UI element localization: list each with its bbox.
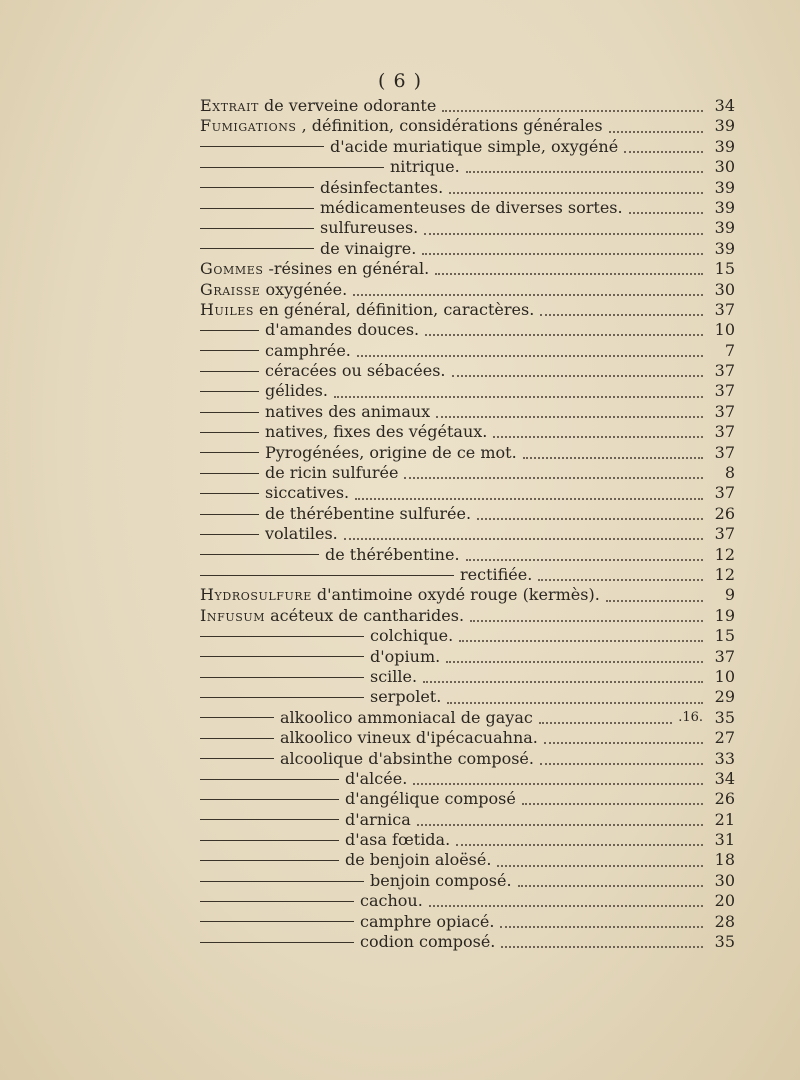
entry-label: de benjoin aloësé. (345, 850, 492, 870)
entry-page-number: 18 (714, 850, 735, 870)
index-entry (200, 259, 735, 279)
dot-leader (538, 579, 703, 581)
entry-label: en général, définition, caractères. (259, 299, 535, 319)
index-entry (200, 483, 735, 503)
ditto-rule (200, 819, 339, 820)
dot-leader (470, 620, 703, 622)
entry-page-number: 15 (714, 626, 735, 646)
ditto-rule (200, 514, 259, 515)
entry-page-number: 37 (714, 483, 735, 503)
dot-leader (456, 844, 703, 846)
index-entry (200, 789, 735, 809)
entry-label: sulfureuses. (320, 218, 419, 238)
entry-label: d'opium. (370, 646, 441, 666)
index-entry (200, 871, 735, 891)
ditto-rule (200, 493, 259, 494)
dot-leader (540, 314, 703, 316)
ditto-rule (200, 636, 364, 637)
dot-leader (501, 946, 703, 948)
entry-label: alcoolique d'absinthe composé. (280, 748, 534, 768)
dot-leader (606, 600, 703, 602)
ditto-rule (200, 840, 339, 841)
ditto-rule (200, 187, 314, 188)
dot-leader (493, 436, 703, 438)
index-entry (200, 585, 735, 605)
entry-page-number: 35 (714, 932, 735, 952)
dot-leader (624, 151, 703, 153)
index-entry (200, 565, 735, 585)
entry-page-number: 37 (714, 646, 735, 666)
index-entry (200, 402, 735, 422)
entry-heading: Gommes (200, 259, 264, 279)
entry-page-number: 19 (714, 605, 735, 625)
dot-leader (609, 131, 703, 133)
ditto-rule (200, 248, 314, 249)
index-entry (200, 912, 735, 932)
dot-leader (447, 702, 703, 704)
entry-heading: Fumigations (200, 116, 297, 136)
entry-page-number: 29 (714, 687, 735, 707)
index-entry (200, 300, 735, 320)
dot-leader (466, 559, 703, 561)
entry-page-number: 7 (724, 340, 735, 360)
entry-label: médicamenteuses de diverses sortes. (320, 197, 623, 217)
entry-page-number: 39 (714, 116, 735, 136)
dot-leader (429, 905, 703, 907)
entry-label: oxygénée. (265, 279, 348, 299)
entry-page-number: 37 (714, 299, 735, 319)
dot-leader (355, 498, 703, 500)
entry-label: Pyrogénées, origine de ce mot. (265, 442, 517, 462)
entry-heading: Huiles (200, 299, 255, 319)
entry-page-number: 39 (714, 238, 735, 258)
entry-label: d'acide muriatique simple, oxygéné (330, 136, 619, 156)
entry-label: de verveine odorante (263, 96, 437, 115)
entry-label: nitrique. (390, 157, 460, 177)
entry-page-number: 37 (714, 524, 735, 544)
ditto-rule (200, 860, 339, 861)
ditto-rule (200, 473, 259, 474)
dot-leader (442, 110, 703, 112)
dot-leader (417, 824, 703, 826)
entry-page-number: 39 (714, 177, 735, 197)
entry-label: gélides. (265, 381, 328, 401)
dot-leader (353, 294, 703, 296)
index-entry (200, 891, 735, 911)
ditto-rule (200, 779, 339, 780)
entry-page-number: 15 (714, 259, 735, 279)
entry-page-number: 37 (714, 401, 735, 421)
entry-label: désinfectantes. (320, 177, 444, 197)
dot-leader (422, 253, 703, 255)
index-entry (200, 687, 735, 707)
entry-page-number: 10 (714, 666, 735, 686)
entry-page-number: 12 (714, 544, 735, 564)
index-entry (200, 178, 735, 198)
entry-label: , définition, considérations générales (301, 116, 603, 136)
dot-leader (449, 192, 703, 194)
entry-label: camphrée. (265, 340, 351, 360)
entry-page-number: 35 (714, 707, 735, 727)
ditto-rule (200, 208, 314, 209)
dot-leader (522, 803, 703, 805)
ditto-rule (200, 738, 274, 739)
entry-label: siccatives. (265, 483, 350, 503)
ditto-rule (200, 921, 354, 922)
index-entry (200, 524, 735, 544)
index-entry (200, 728, 735, 748)
entry-page-number: 30 (714, 279, 735, 299)
dot-leader (523, 457, 703, 459)
ditto-rule (200, 391, 259, 392)
entry-label: d'amandes douces. (265, 320, 420, 340)
entry-label: d'antimoine oxydé rouge (kermès). (316, 585, 600, 605)
entry-page-number: 28 (714, 911, 735, 931)
entry-heading: Graisse (200, 279, 261, 299)
ditto-rule (200, 758, 274, 759)
dot-leader (436, 416, 703, 418)
entry-page-number: 31 (714, 830, 735, 850)
dot-leader (425, 334, 703, 336)
entry-page-number: 39 (714, 218, 735, 238)
entry-heading: Hydrosulfure (200, 585, 312, 605)
entry-heading: Extrait (200, 96, 259, 115)
index-list (200, 96, 735, 952)
ditto-rule (200, 330, 259, 331)
index-entry (200, 626, 735, 646)
index-entry (200, 341, 735, 361)
dot-leader (344, 538, 703, 540)
index-entry (200, 749, 735, 769)
index-entry (200, 116, 735, 136)
entry-page-number: 26 (714, 789, 735, 809)
entry-label: camphre opiacé. (360, 911, 495, 931)
ditto-rule (200, 146, 324, 147)
dot-leader (466, 171, 703, 173)
dot-leader (424, 233, 703, 235)
entry-label: volatiles. (265, 524, 338, 544)
index-entry (200, 708, 735, 728)
ditto-rule (200, 371, 259, 372)
index-entry (200, 647, 735, 667)
index-entry (200, 769, 735, 789)
entry-page-number: 37 (714, 361, 735, 381)
index-entry (200, 239, 735, 259)
ditto-rule (200, 717, 274, 718)
index-entry (200, 422, 735, 442)
entry-page-number: 21 (714, 809, 735, 829)
entry-label: natives des animaux (265, 401, 431, 421)
index-entry (200, 381, 735, 401)
entry-label: cachou. (360, 891, 423, 911)
ditto-rule (200, 697, 364, 698)
ditto-rule (200, 575, 454, 576)
dot-leader (423, 681, 703, 683)
index-entry (200, 504, 735, 524)
index-entry (200, 198, 735, 218)
dot-leader (452, 375, 704, 377)
entry-label: codion composé. (360, 932, 496, 952)
ditto-rule (200, 554, 319, 555)
dot-leader (413, 783, 703, 785)
ditto-rule (200, 228, 314, 229)
entry-page-number: 20 (714, 891, 735, 911)
dot-leader (357, 355, 703, 357)
ditto-rule (200, 901, 354, 902)
index-entry (200, 361, 735, 381)
entry-page-number: 30 (714, 157, 735, 177)
entry-label: serpolet. (370, 687, 442, 707)
ditto-rule (200, 534, 259, 535)
entry-label: natives, fixes des végétaux. (265, 422, 488, 442)
ditto-rule (200, 881, 364, 882)
entry-page-number: 39 (714, 136, 735, 156)
ditto-rule (200, 167, 384, 168)
index-entry (200, 320, 735, 340)
dot-leader (544, 742, 703, 744)
entry-cross-reference: .16. (678, 709, 703, 725)
index-entry (200, 463, 735, 483)
entry-page-number: 12 (714, 564, 735, 584)
entry-page-number: 39 (714, 197, 735, 217)
entry-page-number: 9 (724, 585, 735, 605)
entry-label: rectifiée. (460, 564, 533, 584)
entry-label: d'angélique composé (345, 789, 516, 809)
dot-leader (334, 396, 703, 398)
dot-leader (435, 273, 703, 275)
dot-leader (539, 722, 672, 724)
entry-label: -résines en général. (268, 259, 430, 279)
index-entry (200, 932, 735, 952)
entry-page-number: 37 (714, 442, 735, 462)
index-entry (200, 545, 735, 565)
entry-label: alkoolico ammoniacal de gayac (280, 707, 533, 727)
index-entry (200, 810, 735, 830)
ditto-rule (200, 656, 364, 657)
dot-leader (459, 640, 703, 642)
ditto-rule (200, 432, 259, 433)
index-entry (200, 830, 735, 850)
entry-page-number: 8 (724, 463, 735, 483)
ditto-rule (200, 350, 259, 351)
ditto-rule (200, 799, 339, 800)
index-entry (200, 157, 735, 177)
dot-leader (404, 477, 703, 479)
entry-page-number: 37 (714, 422, 735, 442)
entry-heading: Infusum (200, 605, 266, 625)
dot-leader (540, 763, 703, 765)
dot-leader (477, 518, 703, 520)
entry-page-number: 37 (714, 381, 735, 401)
entry-label: colchique. (370, 626, 454, 646)
dot-leader (497, 865, 703, 867)
entry-label: de ricin sulfurée (265, 463, 399, 483)
entry-label: d'asa fœtida. (345, 830, 451, 850)
dot-leader (446, 661, 703, 663)
entry-page-number: 34 (714, 768, 735, 788)
ditto-rule (200, 412, 259, 413)
index-entry (200, 850, 735, 870)
index-entry (200, 137, 735, 157)
entry-label: d'arnica (345, 809, 411, 829)
index-entry (200, 606, 735, 626)
ditto-rule (200, 942, 354, 943)
index-entry (200, 280, 735, 300)
entry-page-number: 10 (714, 320, 735, 340)
entry-label: scille. (370, 666, 418, 686)
entry-label: benjoin composé. (370, 870, 512, 890)
entry-label: de thérébentine. (325, 544, 460, 564)
index-entry (200, 96, 735, 116)
entry-label: céracées ou sébacées. (265, 361, 446, 381)
index-entry (200, 443, 735, 463)
index-entry (200, 667, 735, 687)
dot-leader (629, 212, 703, 214)
page-number: ( 6 ) (378, 70, 422, 92)
entry-label: d'alcée. (345, 768, 408, 788)
entry-page-number: 27 (714, 728, 735, 748)
entry-page-number: 33 (714, 748, 735, 768)
dot-leader (500, 926, 703, 928)
entry-label: alkoolico vineux d'ipécacuahna. (280, 728, 538, 748)
ditto-rule (200, 677, 364, 678)
entry-page-number: 26 (714, 503, 735, 523)
entry-page-number: 30 (714, 870, 735, 890)
entry-label: de vinaigre. (320, 238, 417, 258)
entry-label: acéteux de cantharides. (270, 605, 465, 625)
entry-label: de thérébentine sulfurée. (265, 503, 472, 523)
index-entry (200, 218, 735, 238)
ditto-rule (200, 452, 259, 453)
entry-page-number: 34 (714, 96, 735, 115)
dot-leader (518, 885, 703, 887)
